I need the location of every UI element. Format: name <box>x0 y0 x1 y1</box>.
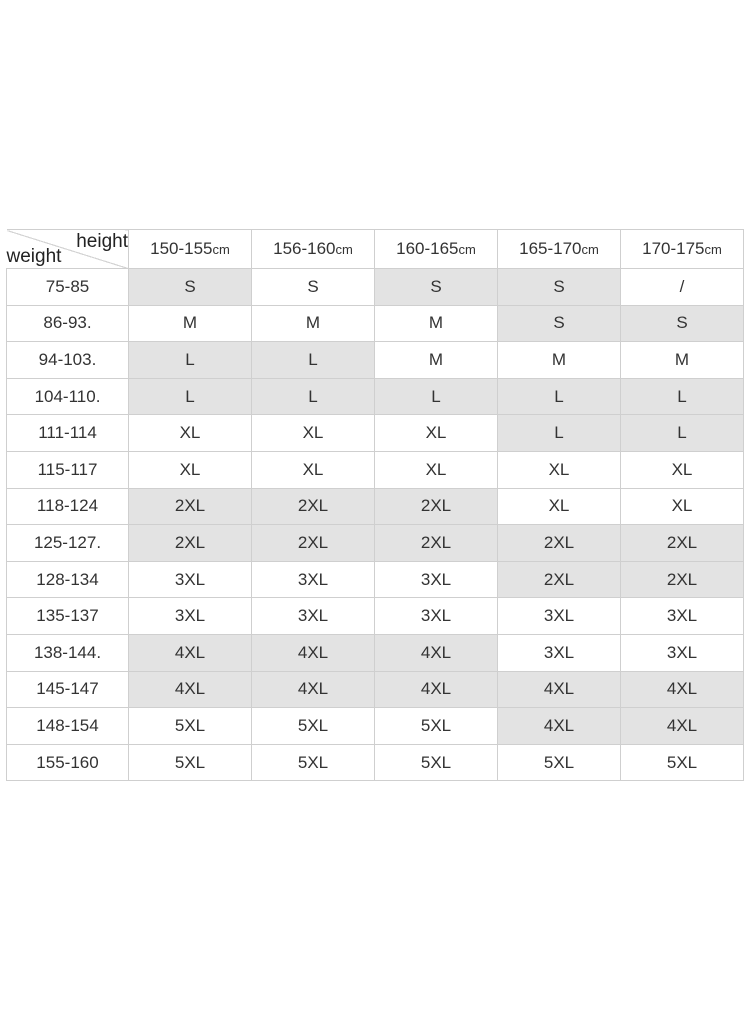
size-cell: 3XL <box>621 634 744 671</box>
size-cell: 3XL <box>375 561 498 598</box>
size-cell: 4XL <box>252 634 375 671</box>
table-row <box>7 525 744 562</box>
size-cell: XL <box>129 415 252 452</box>
size-cell: 5XL <box>621 744 744 781</box>
weight-range-label: 135-137 <box>7 598 129 635</box>
size-cell: S <box>129 269 252 306</box>
table-row <box>7 378 744 415</box>
weight-range-label: 75-85 <box>7 269 129 306</box>
size-cell: 2XL <box>498 525 621 562</box>
table-row <box>7 488 744 525</box>
header-row <box>7 230 744 269</box>
weight-axis-label: weight <box>6 246 62 267</box>
weight-range-label: 111-114 <box>7 415 129 452</box>
size-cell: L <box>498 415 621 452</box>
height-axis-label: height <box>76 231 128 252</box>
size-cell: 2XL <box>621 561 744 598</box>
size-cell: L <box>621 415 744 452</box>
size-cell: 4XL <box>375 671 498 708</box>
table-row <box>7 634 744 671</box>
height-column-header: 150-155cm <box>129 230 252 269</box>
size-cell: 4XL <box>375 634 498 671</box>
size-cell: XL <box>621 488 744 525</box>
height-column-header: 165-170cm <box>498 230 621 269</box>
size-cell: M <box>375 342 498 379</box>
size-cell: M <box>498 342 621 379</box>
size-cell: 4XL <box>129 671 252 708</box>
size-cell: 2XL <box>129 488 252 525</box>
height-column-header: 160-165cm <box>375 230 498 269</box>
size-cell: XL <box>252 451 375 488</box>
table-row <box>7 598 744 635</box>
size-cell: 4XL <box>252 671 375 708</box>
table-row <box>7 342 744 379</box>
size-cell: XL <box>498 451 621 488</box>
size-cell: 4XL <box>621 708 744 745</box>
size-cell: L <box>252 378 375 415</box>
table-row <box>7 269 744 306</box>
size-cell: 5XL <box>498 744 621 781</box>
size-cell: L <box>129 378 252 415</box>
weight-range-label: 118-124 <box>7 488 129 525</box>
size-cell: L <box>498 378 621 415</box>
weight-range-label: 138-144. <box>7 634 129 671</box>
size-cell: 2XL <box>252 488 375 525</box>
size-cell: L <box>129 342 252 379</box>
weight-range-label: 86-93. <box>7 305 129 342</box>
weight-range-label: 104-110. <box>7 378 129 415</box>
size-cell: 2XL <box>498 561 621 598</box>
size-cell: XL <box>498 488 621 525</box>
size-cell: L <box>252 342 375 379</box>
size-cell: 2XL <box>621 525 744 562</box>
size-cell: M <box>252 305 375 342</box>
size-cell: 3XL <box>621 598 744 635</box>
size-cell: 2XL <box>129 525 252 562</box>
weight-range-label: 145-147 <box>7 671 129 708</box>
weight-range-label: 148-154 <box>7 708 129 745</box>
size-cell: 4XL <box>498 708 621 745</box>
size-cell: 3XL <box>129 561 252 598</box>
size-cell: 3XL <box>252 598 375 635</box>
weight-range-label: 115-117 <box>7 451 129 488</box>
table-row <box>7 561 744 598</box>
weight-range-label: 155-160 <box>7 744 129 781</box>
table-row <box>7 451 744 488</box>
size-cell: XL <box>375 415 498 452</box>
size-cell: 5XL <box>252 744 375 781</box>
weight-range-label: 128-134 <box>7 561 129 598</box>
size-cell: 5XL <box>252 708 375 745</box>
size-cell: S <box>498 269 621 306</box>
size-cell: 5XL <box>375 708 498 745</box>
size-chart-body <box>7 269 744 781</box>
size-cell: 2XL <box>375 488 498 525</box>
table-row <box>7 415 744 452</box>
table-row <box>7 744 744 781</box>
table-row <box>7 671 744 708</box>
size-cell: 3XL <box>252 561 375 598</box>
size-cell: XL <box>129 451 252 488</box>
size-cell: L <box>375 378 498 415</box>
size-chart-table <box>6 229 744 781</box>
size-cell: / <box>621 269 744 306</box>
size-cell: 4XL <box>129 634 252 671</box>
size-cell: S <box>621 305 744 342</box>
weight-range-label: 94-103. <box>7 342 129 379</box>
size-cell: 5XL <box>375 744 498 781</box>
size-cell: M <box>375 305 498 342</box>
size-cell: S <box>375 269 498 306</box>
size-cell: M <box>129 305 252 342</box>
size-cell: 4XL <box>621 671 744 708</box>
size-cell: S <box>498 305 621 342</box>
size-cell: 3XL <box>375 598 498 635</box>
size-cell: S <box>252 269 375 306</box>
size-cell: 4XL <box>498 671 621 708</box>
size-cell: 5XL <box>129 708 252 745</box>
size-cell: XL <box>252 415 375 452</box>
size-cell: L <box>621 378 744 415</box>
size-cell: 2XL <box>375 525 498 562</box>
size-cell: 2XL <box>252 525 375 562</box>
size-cell: 3XL <box>129 598 252 635</box>
table-row <box>7 305 744 342</box>
size-cell: 3XL <box>498 634 621 671</box>
size-cell: 5XL <box>129 744 252 781</box>
corner-header-cell <box>7 230 129 269</box>
size-cell: 3XL <box>498 598 621 635</box>
weight-range-label: 125-127. <box>7 525 129 562</box>
table-row <box>7 708 744 745</box>
size-cell: XL <box>621 451 744 488</box>
size-cell: M <box>621 342 744 379</box>
size-cell: XL <box>375 451 498 488</box>
height-column-header: 156-160cm <box>252 230 375 269</box>
height-column-header: 170-175cm <box>621 230 744 269</box>
